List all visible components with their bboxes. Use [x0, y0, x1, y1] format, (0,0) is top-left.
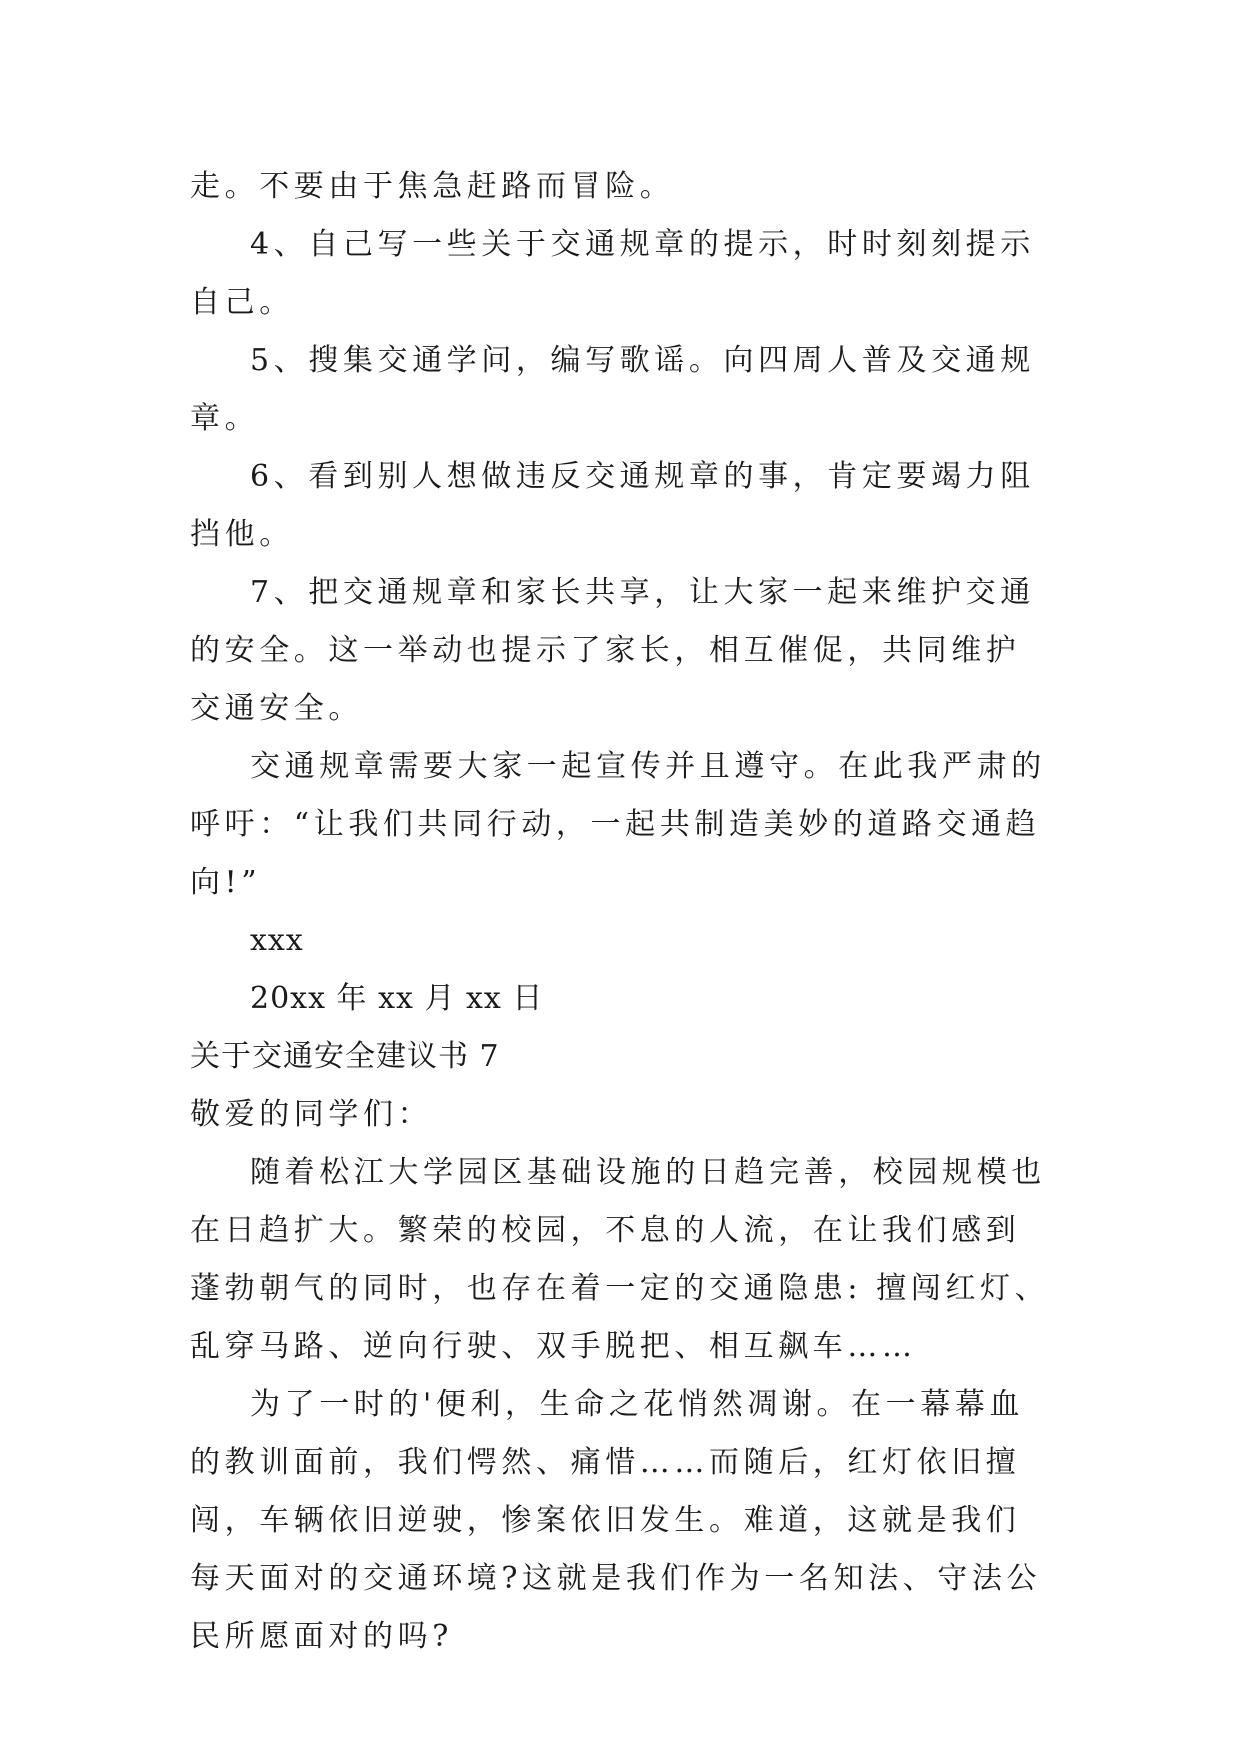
list-item-4: 4、自己写一些关于交通规章的提示，时时刻刻提示自己。 — [190, 227, 1035, 320]
salutation: 敬爱的同学们： — [190, 1097, 433, 1132]
paragraph-continuation: 走。不要由于焦急赶路而冒险。 — [190, 169, 675, 204]
body-paragraph: 为了一时的'便利，生命之花悄然凋谢。在一幕幕血的教训面前，我们愕然、痛惜……而随后，红灯依旧擅闯，车辆依旧逆驶，惨案依旧发生。难道，这就是我们每天面对的交通环境?这就是我们作为一名知法、守法公民所愿面对的吗? — [190, 1387, 1042, 1654]
signature-date: 20xx 年 xx 月 xx 日 — [250, 981, 544, 1016]
closing-appeal: 交通规章需要大家一起宣传并且遵守。在此我严肃的呼吁：“让我们共同行动，一起共制造美妙的道路交通趋向!” — [190, 749, 1046, 900]
document-body — [190, 158, 1050, 1666]
signature-name: xxx — [250, 923, 304, 958]
list-item-5: 5、搜集交通学问，编写歌谣。向四周人普及交通规章。 — [190, 343, 1035, 436]
section-title: 关于交通安全建议书 7 — [190, 1039, 500, 1074]
list-item-7: 7、把交通规章和家长共享，让大家一起来维护交通的安全。这一举动也提示了家长，相互催促，共同维护交通安全。 — [190, 575, 1035, 726]
body-paragraph: 随着松江大学园区基础设施的日趋完善，校园规模也在日趋扩大。繁荣的校园，不息的人流，在让我们感到蓬勃朝气的同时，也存在着一定的交通隐患: 擅闯红灯、乱穿马路、逆向行驶、双手脱把、相互飙车…… — [190, 1155, 1050, 1364]
list-item-6: 6、看到别人想做违反交通规章的事，肯定要竭力阻挡他。 — [190, 459, 1035, 552]
